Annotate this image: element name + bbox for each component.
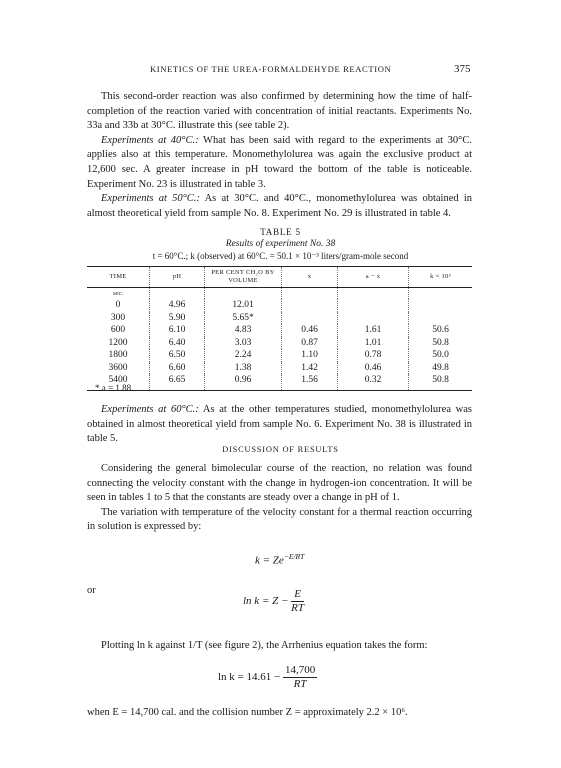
table-cell: 6.65	[150, 374, 205, 390]
table-cell: 49.8	[409, 362, 473, 375]
table-cell: 1.38	[205, 362, 282, 375]
paragraph-40c-lead: Experiments at 40°C.:	[101, 134, 199, 146]
paragraph-collision-number: when E = 14,700 cal. and the collision number Z = approximately 2.2 × 10⁶.	[87, 707, 408, 718]
page-number: 375	[454, 63, 471, 75]
paragraph-40c	[87, 134, 472, 192]
paragraph-bimolecular: Considering the general bimolecular course of the reaction, no relation was found connecting the velocity constant with the change in hydrogen-ion concentration. It will be seen in tables 1 to 5 that the constants are steady over a change in pH of 1.	[87, 463, 472, 504]
table-cell: 3.03	[205, 337, 282, 350]
paragraph-second-order: This second-order reaction was also confirmed by determining how the time of half-completion of the reaction varied with concentration of initial reactants. Experiments No. 33a and 33b at 30°C. illustrate this (see table 2).	[87, 91, 472, 132]
table-cell: 6.40	[150, 337, 205, 350]
table-title: TABLE 5	[260, 227, 301, 237]
table-cell: 1.61	[338, 324, 409, 337]
table-cell: 6.60	[150, 362, 205, 375]
table-cell: 1200	[108, 337, 128, 348]
table-cell: 0.46	[338, 362, 409, 375]
paragraph-50c-text: As at 30°C. and 40°C., monomethylolurea was obtained in almost theoretical yield from sample No. 8. Experiment No. 29 is illustrated in table 4.	[87, 193, 472, 219]
table-cell: 1.01	[338, 337, 409, 350]
equation-3-lhs: ln k = 14.61 −	[218, 671, 281, 684]
table-cell: 6.10	[150, 324, 205, 337]
results-table	[87, 266, 472, 391]
table-cell: sec.	[113, 290, 123, 297]
table-cell: 1.42	[282, 362, 338, 375]
table-footnote: * a = 1.88.	[95, 383, 134, 393]
equation-3-denominator: RT	[293, 678, 307, 690]
experiment-60c-block	[87, 403, 472, 447]
table-cell: 3600	[108, 362, 128, 373]
table-cell: 50.0	[409, 349, 473, 362]
paragraph-60c-lead: Experiments at 60°C.:	[101, 404, 199, 415]
table-cell: 1800	[108, 350, 128, 360]
table-cell: 0.96	[205, 374, 282, 390]
table-cell	[409, 288, 473, 300]
table-cell: 5400	[87, 374, 150, 390]
table-conditions: t = 60°C.; k (observed) at 60°C. = 50.1 × 10⁻³ liters/gram-mole second	[152, 251, 409, 261]
table-cell	[150, 288, 205, 300]
paragraph-50c-lead: Experiments at 50°C.:	[101, 193, 200, 205]
table-cell: 1.10	[282, 349, 338, 362]
table-cell: 50.6	[409, 324, 473, 337]
paragraph-plotting: Plotting ln k against 1/T (see figure 2), the Arrhenius equation takes the form:	[101, 640, 428, 651]
table-cell: 2.24	[205, 349, 282, 362]
results-text-block	[87, 90, 472, 221]
equation-1-lhs: k = Ze	[255, 554, 284, 567]
table-cell	[282, 312, 338, 325]
table-cell	[409, 312, 473, 325]
table-unit-row	[87, 288, 472, 300]
table-cell: 50.8	[409, 337, 473, 350]
table-cell	[282, 288, 338, 300]
table-cell: 50.8	[409, 374, 473, 390]
table-cell	[282, 299, 338, 312]
table-row	[87, 362, 472, 375]
table-row	[87, 312, 472, 325]
column-header-ph: pH	[150, 267, 205, 288]
paragraph-40c-text: What has been said with regard to the experiments at 30°C. applies also at this temperature. Monomethylolurea was again the exclusive product at 12,600 sec. A greater increase in pH toward the bottom of the table is noticeable. Experiment No. 23 is illustrated in table 3.	[87, 134, 472, 190]
table-row	[87, 374, 472, 390]
column-header-time: TIME	[87, 267, 150, 288]
equation-1-exponent: −E/RT	[283, 552, 305, 561]
table-cell	[205, 288, 282, 300]
table-cell	[409, 299, 473, 312]
table-cell: 12.01	[205, 299, 282, 312]
table-row	[87, 324, 472, 337]
running-head	[0, 64, 561, 78]
table-cell	[338, 299, 409, 312]
table-cell: 4.96	[150, 299, 205, 312]
equation-3-numerator: 14,700	[284, 664, 316, 676]
conclusion-text-block	[87, 706, 472, 721]
table-header-row	[87, 267, 472, 288]
table-cell: 4.83	[205, 324, 282, 337]
discussion-text-block	[87, 462, 472, 535]
table-cell: 0	[115, 300, 121, 310]
equation-arrhenius-exponential	[255, 552, 304, 567]
table-cell: 5.65*	[205, 312, 282, 325]
equation-fitted	[218, 664, 317, 691]
paragraph-variation: The variation with temperature of the velocity constant for a thermal reaction occurring in solution is expressed by:	[87, 506, 472, 533]
column-header-x: x	[282, 267, 338, 288]
table-cell: 300	[110, 312, 126, 323]
table-cell: 6.50	[150, 349, 205, 362]
table-cell	[338, 312, 409, 325]
table-cell: 0.46	[282, 324, 338, 337]
table-cell: 1.56	[282, 374, 338, 390]
table-cell: 600	[110, 325, 126, 335]
equation-3-fraction	[283, 664, 317, 691]
paragraph-50c	[87, 192, 472, 221]
table-cell: 0.78	[338, 349, 409, 362]
conjunction-or: or	[87, 585, 96, 596]
plotting-text-block	[87, 639, 472, 654]
table-cell: 0.87	[282, 337, 338, 350]
equation-2-denominator: RT	[291, 602, 304, 614]
equation-2-fraction	[291, 588, 304, 615]
table-subtitle: Results of experiment No. 38	[225, 239, 336, 249]
table-cell	[338, 288, 409, 300]
running-head-title: KINETICS OF THE UREA-FORMALDEHYDE REACTION	[150, 64, 392, 74]
paragraph-60c	[87, 403, 472, 447]
section-heading-discussion: DISCUSSION OF RESULTS	[222, 445, 339, 454]
column-header-ch2o: PER CENT CH₂O BY VOLUME	[205, 267, 282, 288]
column-header-a-minus-x: a − x	[338, 267, 409, 288]
equation-arrhenius-log	[243, 588, 304, 615]
table-row	[87, 299, 472, 312]
table-row	[87, 337, 472, 350]
equation-2-lhs: ln k = Z −	[243, 595, 289, 608]
table-cell: 5.90	[150, 312, 205, 325]
paragraph-60c-text: As at the other temperatures studied, monomethylolurea was obtained in almost theoretical yield from sample No. 6. Experiment No. 38 is illustrated in table 5.	[87, 404, 472, 445]
table-row	[87, 349, 472, 362]
column-header-k: k × 10³	[409, 267, 473, 288]
table-cell: 0.32	[338, 374, 409, 390]
equation-2-numerator: E	[291, 588, 304, 602]
